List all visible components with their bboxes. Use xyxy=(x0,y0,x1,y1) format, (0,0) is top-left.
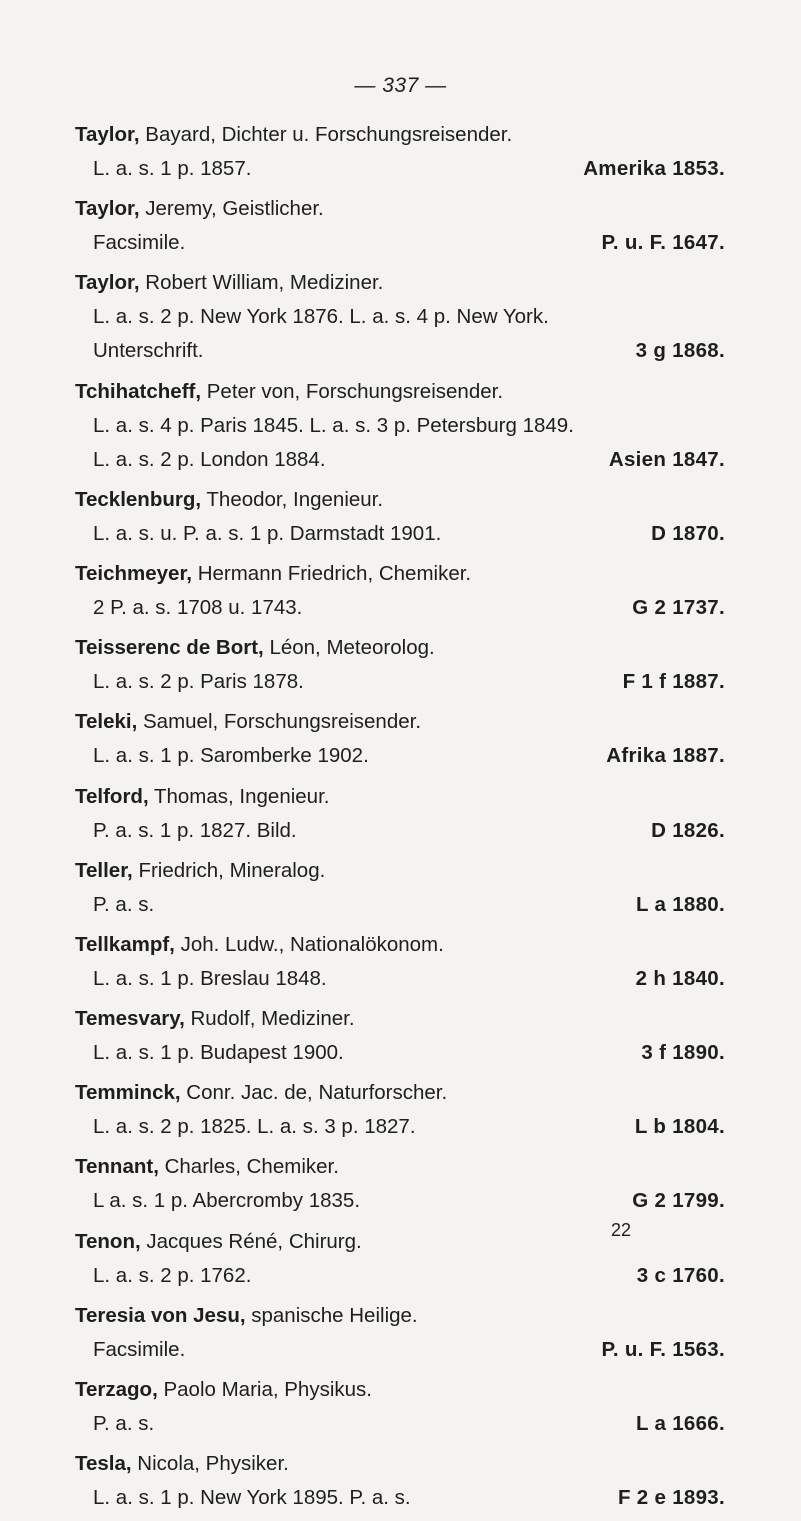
entry-heading xyxy=(75,1447,725,1481)
entry-description: spanische Heilige. xyxy=(245,1303,418,1327)
entry-detail-text: Unterschrift. xyxy=(93,339,204,363)
entry-description: Friedrich, Mineralog. xyxy=(132,858,326,882)
entry-detail-line xyxy=(75,152,725,186)
entry-classification-code: D 1870. xyxy=(651,521,725,545)
entry-name: Teresia von Jesu, xyxy=(75,1303,246,1327)
entry-classification-code: 3 c 1760. xyxy=(636,1263,725,1287)
entry xyxy=(75,266,725,368)
entry xyxy=(75,1076,725,1144)
entry xyxy=(75,192,725,260)
entry-detail-line xyxy=(75,517,725,551)
entry xyxy=(75,1150,725,1218)
entry-heading xyxy=(75,854,725,888)
entry-detail-text: L a. s. 1 p. Abercromby 1835. xyxy=(93,1189,361,1213)
entry-detail-line xyxy=(75,226,725,260)
entry-description: Paolo Maria, Physikus. xyxy=(157,1378,372,1401)
entry-name: Telford, xyxy=(75,784,149,808)
entry-classification-code: 3 f 1890. xyxy=(641,1041,725,1065)
entry-name: Tesla, xyxy=(75,1452,132,1476)
entry-description: Rudolf, Mediziner. xyxy=(184,1007,355,1031)
entry-classification-code: D 1826. xyxy=(651,818,725,842)
entry-detail-line xyxy=(75,1110,725,1144)
entry-description: Léon, Meteorolog. xyxy=(263,636,435,660)
entry-name: Teller, xyxy=(75,858,133,882)
entry xyxy=(75,483,725,551)
entry-heading xyxy=(75,1076,725,1110)
entry-classification-code: F 2 e 1893. xyxy=(617,1486,725,1510)
entry-name: Tennant, xyxy=(75,1155,159,1179)
entry xyxy=(75,557,725,625)
entry-list xyxy=(75,118,725,1521)
entry-name: Taylor, xyxy=(75,197,140,221)
entry-detail-text: P. a. s. xyxy=(93,1412,155,1435)
entry-detail-line xyxy=(75,1259,725,1293)
page-footer: 22 xyxy=(611,1220,632,1240)
entry-detail-text: L. a. s. 2 p. London 1884. xyxy=(93,447,326,471)
entry-description: Samuel, Forschungsreisender. xyxy=(137,710,422,734)
entry-heading xyxy=(75,631,725,665)
entry-description: Peter von, Forschungsreisender. xyxy=(201,379,504,403)
entry-detail-text: L. a. s. 1 p. 1857. xyxy=(93,157,252,180)
entry xyxy=(75,780,725,848)
entry-detail-text: L. a. s. 2 p. 1825. L. a. s. 3 p. 1827. xyxy=(93,1115,416,1139)
entry-detail-text: Facsimile. xyxy=(93,231,186,255)
entry-description: Hermann Friedrich, Chemiker. xyxy=(192,561,472,585)
entry-description: Nicola, Physiker. xyxy=(131,1452,289,1476)
entry-name: Tchihatcheff, xyxy=(75,379,202,403)
entry-name: Taylor, xyxy=(75,271,140,295)
entry-description: Joh. Ludw., Nationalökonom. xyxy=(174,932,444,956)
entry xyxy=(75,1447,725,1515)
entry-description: Jeremy, Geistlicher. xyxy=(139,197,324,221)
entry-detail-text: L. a. s. 2 p. New York 1876. L. a. s. 4 p. New York. xyxy=(93,305,549,329)
entry-heading xyxy=(75,928,725,962)
entry-detail-text: L. a. s. 1 p. New York 1895. P. a. s. xyxy=(93,1486,411,1510)
entry-name: Tellkampf, xyxy=(75,932,175,956)
entry xyxy=(75,1002,725,1070)
entry xyxy=(75,375,725,477)
entry-description: Theodor, Ingenieur. xyxy=(201,487,384,511)
entry-detail-line xyxy=(75,591,725,625)
entry xyxy=(75,854,725,922)
entry-classification-code: L a 1880. xyxy=(636,892,725,916)
entry xyxy=(75,631,725,699)
entry-classification-code: G 2 1737. xyxy=(632,595,725,619)
entry-classification-code: Afrika 1887. xyxy=(606,744,725,768)
entry-detail-line xyxy=(75,334,725,368)
entry-classification-code: L a 1666. xyxy=(636,1412,725,1435)
entry-detail-text: P. a. s. 1 p. 1827. Bild. xyxy=(93,818,297,842)
entry-heading xyxy=(75,483,725,517)
entry-description: Robert William, Mediziner. xyxy=(139,271,384,295)
entry-heading xyxy=(75,557,725,591)
entry-description: Conr. Jac. de, Naturforscher. xyxy=(180,1081,448,1105)
entry-heading xyxy=(75,1002,725,1036)
entry-detail-line xyxy=(75,409,725,443)
entry-classification-code: 2 h 1840. xyxy=(635,966,725,990)
entry-heading xyxy=(75,1150,725,1184)
entry-detail-text: L. a. s. 1 p. Budapest 1900. xyxy=(93,1041,344,1065)
entry-classification-code: P. u. F. 1563. xyxy=(601,1337,725,1361)
entry-detail-line xyxy=(75,1333,725,1367)
entry-name: Tenon, xyxy=(75,1229,141,1253)
entry-name: Taylor, xyxy=(75,123,140,146)
entry-name: Temminck, xyxy=(75,1081,181,1105)
entry-detail-text: L. a. s. 1 p. Saromberke 1902. xyxy=(93,744,369,768)
entry-description: Jacques Réné, Chirurg. xyxy=(140,1229,362,1253)
entry-detail-text: P. a. s. xyxy=(93,892,155,916)
entry xyxy=(75,118,725,186)
entry-classification-code: L b 1804. xyxy=(634,1115,725,1139)
entry-classification-code: Amerika 1853. xyxy=(583,157,725,180)
entry-name: Teichmeyer, xyxy=(75,561,192,585)
entry xyxy=(75,928,725,996)
entry-detail-text: 2 P. a. s. 1708 u. 1743. xyxy=(93,595,303,619)
entry-detail-line xyxy=(75,1481,725,1515)
entry-detail-text: L. a. s. 4 p. Paris 1845. L. a. s. 3 p. Petersburg 1849. xyxy=(93,413,574,437)
entry-detail-text: Facsimile. xyxy=(93,1337,186,1361)
entry-name: Temesvary, xyxy=(75,1007,185,1031)
entry-detail-line xyxy=(75,1407,725,1441)
entry-detail-line xyxy=(75,665,725,699)
entry-classification-code: 3 g 1868. xyxy=(635,339,725,363)
entry-detail-text: L. a. s. 2 p. 1762. xyxy=(93,1263,252,1287)
entry-description: Charles, Chemiker. xyxy=(158,1155,339,1179)
entry-detail-line xyxy=(75,300,725,334)
entry-heading xyxy=(75,192,725,226)
entry-detail-line xyxy=(75,739,725,773)
entry-detail-line xyxy=(75,1036,725,1070)
entry-heading xyxy=(75,780,725,814)
entry xyxy=(75,1373,725,1441)
entry-heading xyxy=(75,375,725,409)
entry-heading xyxy=(75,118,725,152)
entry-description: Thomas, Ingenieur. xyxy=(148,784,330,808)
entry-heading xyxy=(75,1373,725,1407)
entry-detail-line xyxy=(75,814,725,848)
entry-description: Bayard, Dichter u. Forschungsreisender. xyxy=(139,123,513,146)
entry-detail-text: L. a. s. 2 p. Paris 1878. xyxy=(93,670,304,694)
entry-classification-code: P. u. F. 1647. xyxy=(601,231,725,255)
entry-name: Teisserenc de Bort, xyxy=(75,636,264,660)
entry-classification-code: F 1 f 1887. xyxy=(622,670,725,694)
entry-classification-code: G 2 1799. xyxy=(632,1189,725,1213)
entry xyxy=(75,1299,725,1367)
entry-heading xyxy=(75,705,725,739)
entry-name: Terzago, xyxy=(75,1378,158,1401)
entry-detail-line xyxy=(75,443,725,477)
entry-heading xyxy=(75,266,725,300)
entry-detail-text: L. a. s. u. P. a. s. 1 p. Darmstadt 1901. xyxy=(93,521,442,545)
entry-name: Tecklenburg, xyxy=(75,487,202,511)
entry-detail-line xyxy=(75,962,725,996)
entry-detail-line xyxy=(75,888,725,922)
entry-classification-code: Asien 1847. xyxy=(608,447,725,471)
page-header: — 337 — xyxy=(354,74,447,97)
entry xyxy=(75,705,725,773)
entry-detail-text: L. a. s. 1 p. Breslau 1848. xyxy=(93,966,327,990)
entry-name: Teleki, xyxy=(75,710,138,734)
entry-heading xyxy=(75,1299,725,1333)
entry-detail-line xyxy=(75,1184,725,1218)
